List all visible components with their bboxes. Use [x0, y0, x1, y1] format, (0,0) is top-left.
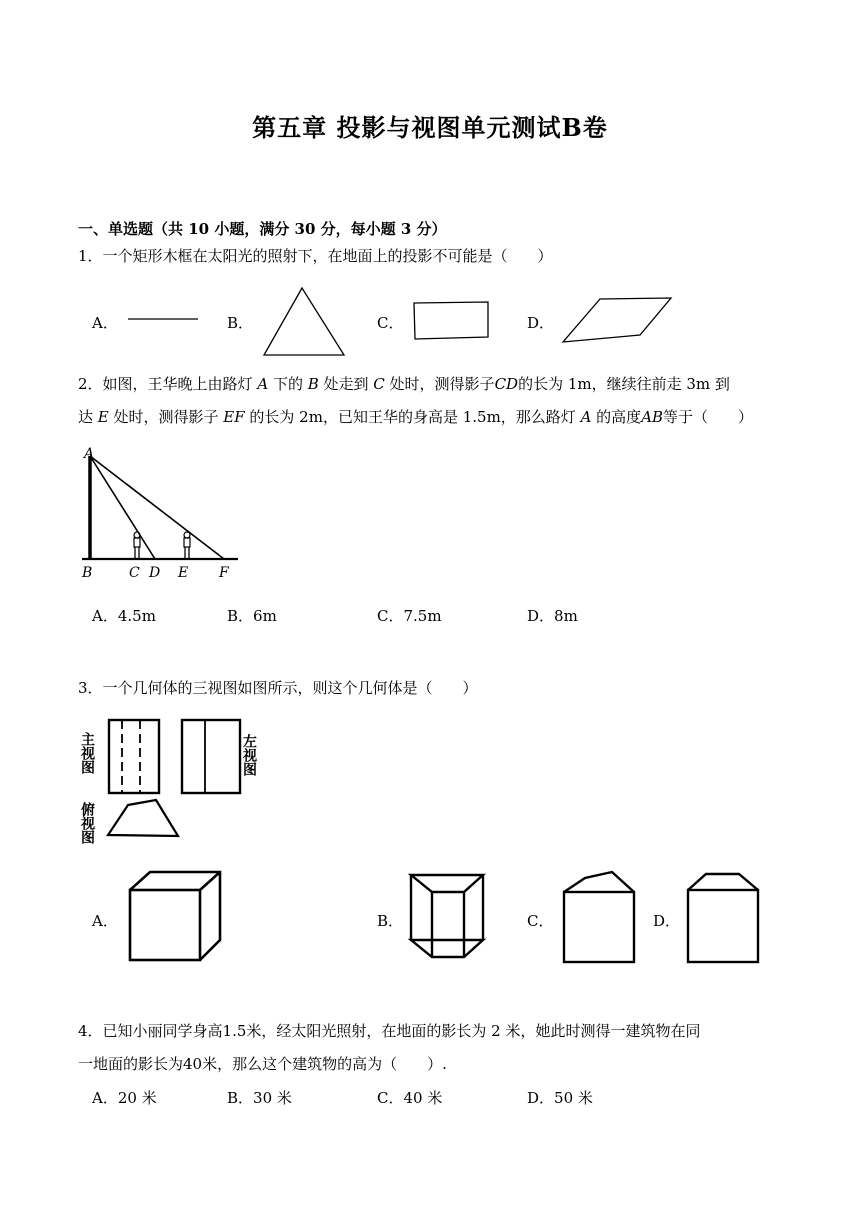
question-2-line-2: 达 E 处时，测得影子 EF 的长为 2m，已知王华的身高是 1.5m，那么路灯 A 的高度AB等于（ ）: [78, 408, 754, 426]
q4-option-c: C．40 米: [377, 1089, 443, 1107]
q2-option-a: A．4.5m: [92, 607, 156, 625]
q3-option-a-cube-figure: [126, 868, 226, 964]
q3-three-views-figure: [79, 712, 282, 852]
person-at-c-icon: [134, 532, 140, 558]
q1-option-c-label: C．: [377, 314, 404, 332]
front-view-rect: [109, 720, 159, 793]
q4-option-a: A．20 米: [92, 1089, 157, 1107]
question-4-line-1: 4．已知小丽同学身高1.5米，经太阳光照射，在地面的影长为 2 米，她此时测得一建筑物在同: [78, 1022, 701, 1040]
q3-option-c-figure: [560, 866, 640, 968]
label-f: F: [219, 565, 229, 581]
q2-option-c: C．7.5m: [377, 607, 442, 625]
top-view-label-text: 俯视图: [79, 802, 95, 844]
left-view-label-text: 左视图: [241, 734, 257, 776]
q4-option-d: D．50 米: [527, 1089, 593, 1107]
question-2-line-1: 2．如图，王华晚上由路灯 A 下的 B 处走到 C 处时，测得影子CD的长为 1m，继续往前走 3m 到: [78, 375, 730, 393]
label-e: E: [178, 565, 189, 581]
q1-option-d-label: D．: [527, 314, 555, 332]
person-at-e-icon: [184, 532, 190, 558]
q1-option-a-label: A．: [92, 314, 118, 332]
q3-option-b-label: B．: [377, 912, 404, 930]
label-d: D: [149, 565, 161, 581]
front-view-label: [79, 731, 96, 775]
section-heading: 一、单选题（共 10 小题，满分 30 分，每小题 3 分）: [78, 220, 447, 238]
document-title: 第五章 投影与视图单元测试B卷: [252, 113, 608, 142]
q3-option-a-label: A．: [92, 912, 118, 930]
q1-option-a-line-figure: [126, 316, 201, 322]
q3-option-d-label: D．: [653, 912, 681, 930]
label-b: B: [82, 565, 93, 581]
q1-option-d-parallelogram-figure: [560, 296, 676, 344]
q1-option-c-rectangle-figure: [410, 300, 492, 342]
q4-option-b: B．30 米: [227, 1089, 292, 1107]
left-view-label: [241, 733, 258, 777]
q1-option-b-triangle-figure: [262, 286, 348, 358]
top-view-label: [79, 801, 96, 845]
label-a: A: [84, 446, 95, 462]
q1-option-b-label: B．: [227, 314, 254, 332]
q2-option-b: B．6m: [227, 607, 277, 625]
question-1-text: 1．一个矩形木框在太阳光的照射下，在地面上的投影不可能是（ ）: [78, 247, 553, 265]
q3-option-d-figure: [684, 868, 764, 968]
q2-streetlight-figure: [78, 440, 248, 585]
question-4-line-2: 一地面的影长为40米，那么这个建筑物的高为（ ）.: [78, 1055, 447, 1073]
front-view-label-text: 主视图: [79, 732, 95, 774]
label-c: C: [129, 565, 140, 581]
question-3-text: 3．一个几何体的三视图如图所示，则这个几何体是（ ）: [78, 679, 478, 697]
q3-option-b-prism-figure: [406, 872, 490, 964]
left-view-rect: [182, 720, 240, 793]
top-view-trapezoid: [108, 800, 178, 836]
q3-option-c-label: C．: [527, 912, 554, 930]
q2-option-d: D．8m: [527, 607, 578, 625]
